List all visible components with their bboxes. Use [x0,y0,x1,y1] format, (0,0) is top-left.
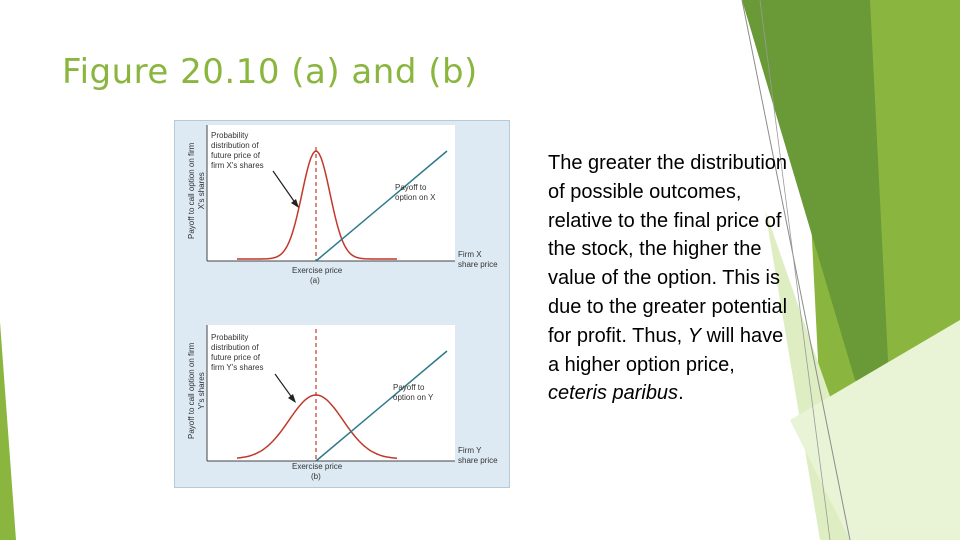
explanation-latin-phrase: ceteris paribus [548,382,679,405]
panel-b-payoff-label: Payoff to option on Y [393,383,434,402]
explanation-part-1: The greater the distribution of possible outcomes, relative to the final price of the stock, the higher the value of the option. This is due to the greater potential for profit. Thus, [548,152,788,347]
left-edge-green-shape [0,322,16,540]
panel-a-exercise-price-label: Exercise price [292,266,343,275]
slide-title: Figure 20.10 (a) and (b) [62,52,478,92]
panel-a [175,121,511,305]
panel-b-exercise-price-label: Exercise price [292,462,343,471]
panel-b-x-axis-label: Firm Y share price [458,446,498,465]
panel-b-distribution-label: Probability distribution of future price of firm Y's shares [211,333,264,372]
panel-a-y-axis-label: Payoff to call option on firm X's shares [187,142,206,239]
panel-a-x-axis-label: Firm X share price [458,250,498,269]
panel-a-payoff-label: Payoff to option on X [395,183,436,202]
explanation-text [548,149,788,408]
panel-a-tag: (a) [310,276,320,285]
panel-b [175,321,511,505]
option-payoff-figure [174,120,510,488]
panel-a-distribution-label: Probability distribution of future price of firm X's shares [211,131,264,170]
panel-b-y-axis-label: Payoff to call option on firm Y's shares [187,342,206,439]
explanation-variable-y: Y [687,324,702,347]
panel-b-tag: (b) [311,472,321,481]
explanation-part-3: . [678,382,684,405]
explanation-part-2: will have a higher option price, [548,324,784,376]
